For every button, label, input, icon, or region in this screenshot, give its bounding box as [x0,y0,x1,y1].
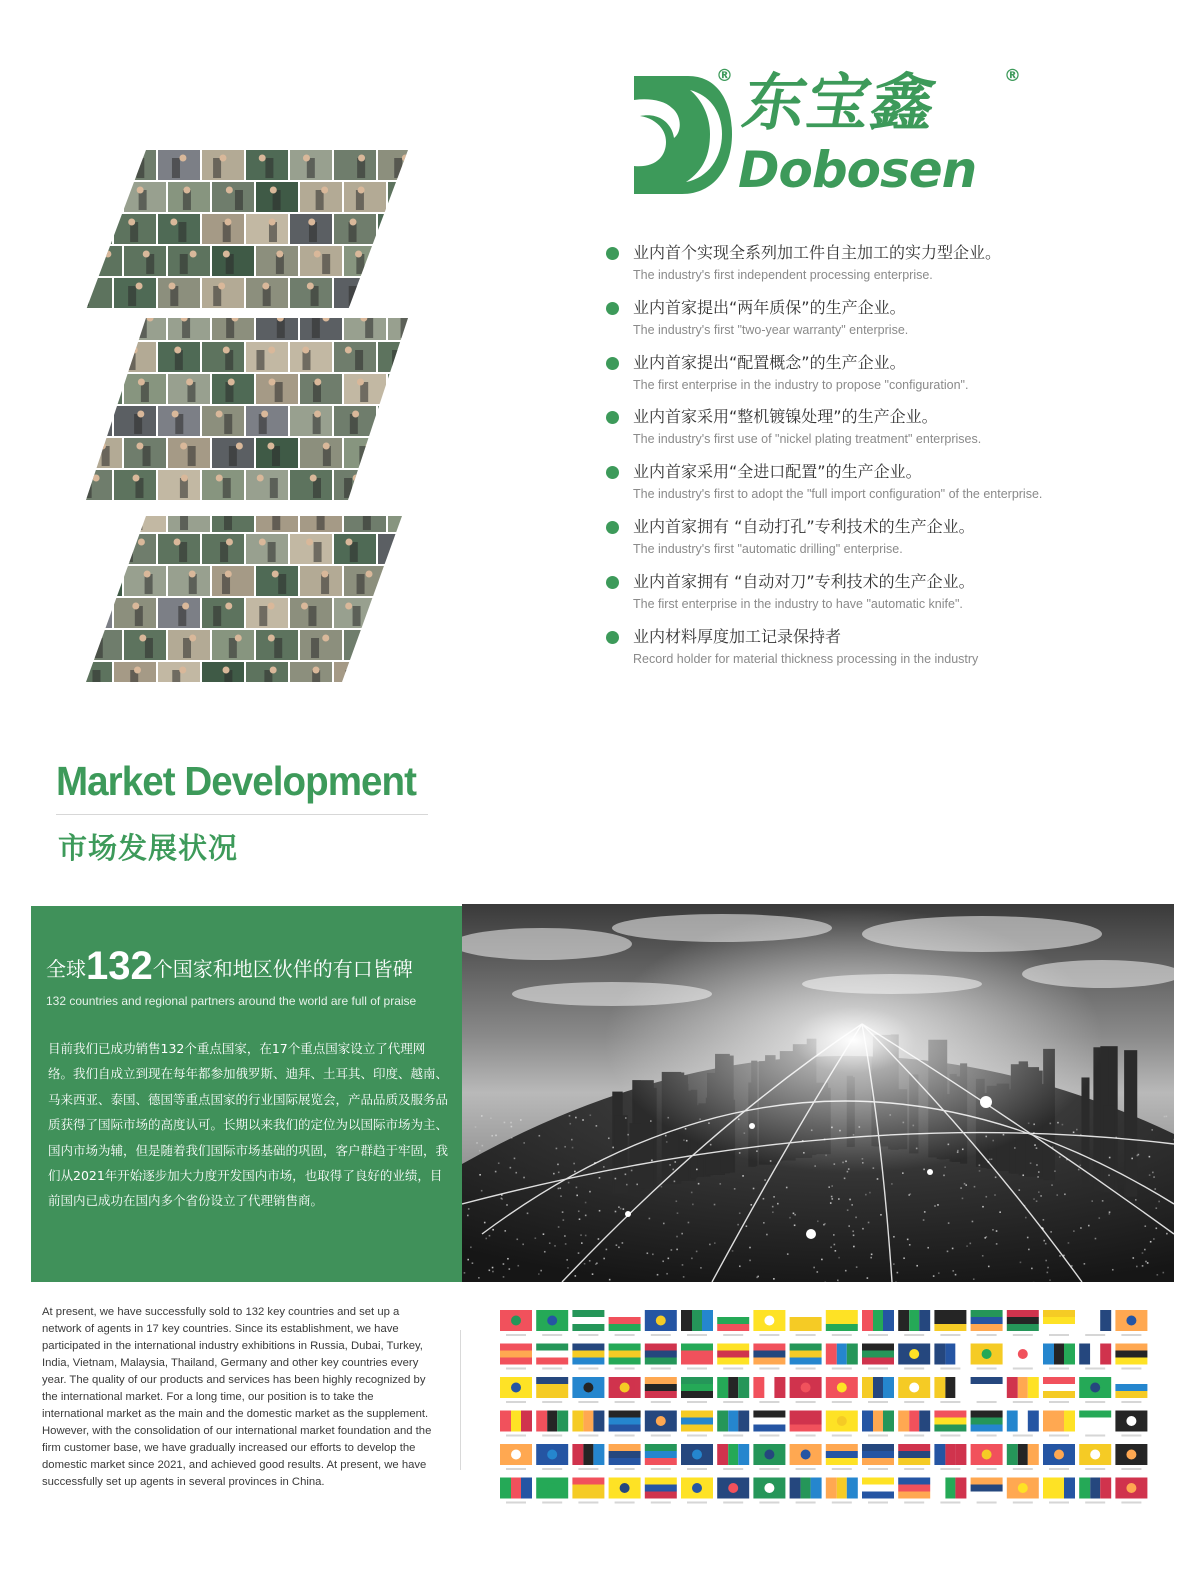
bullet-icon [606,247,619,260]
registered-mark: ® [1004,66,1021,86]
flags-graphic [498,1306,1168,1512]
vertical-divider [460,1330,461,1470]
feature-item [606,514,1076,569]
feature-item [606,459,1076,514]
feature-title-en: The industry's first to adopt the "full import configuration" of the enterprise. [633,487,1043,502]
brand-name-cn: 东宝鑫 [737,66,943,139]
headline-prefix: 全球 [46,957,86,981]
feature-title-cn: 业内首家提出“两年质保”的生产企业。 [633,297,906,317]
feature-item [606,624,1076,679]
city-globe-graphic [462,904,1174,1282]
country-flags-grid [498,1306,1168,1512]
bullet-icon [606,521,619,534]
feature-list [606,240,1076,678]
feature-title-cn: 业内首个实现全系列加工件自主加工的实力型企业。 [633,243,1002,262]
feature-title-en: The industry's first "automatic drilling" enterprise. [633,541,903,556]
panel-body-text: 目前我们已成功销售132个重点国家，在17个重点国家设立了代理网络。我们自成立到现在每年都参加俄罗斯、迪拜、土耳其、印度、越南、马来西亚、泰国、德国等重点国家的行业国际展览会，产品品质及服务品质获得了国际市场的高度认可。长期以来我们的定位为以国际市场为主、国内市场为辅，但是随着我们国际市场基础的巩固，客户群趋于牢固，我们从2021年开始逐步加大力度开发国内市场，也取得了良好的业绩，目前国内已成功在国内多个省份设立了代理销售商。 [48,1041,449,1209]
dobosen-logo [626,66,1036,199]
feature-title-en: The first enterprise in the industry to propose "configuration". [633,377,969,392]
feature-title-en: Record holder for material thickness processing in the industry [633,651,979,666]
english-description: At present, we have successfully sold to 132 key countries and set up a network of agents in 17 key countries. Since its establishment, we have participated in the international industry exhibitions in Russia, Dubai, Turkey, India, Vietnam, Malaysia, Thailand, Germany and other key countries every year. The quality of our products and services has been highly recognized by the international market. For a long time, our position is to take the international market as the main and the domestic market as the supplement. However, with the consolidation of our international market foundation and the firm customer base, we have gradually increased our efforts to develop the domestic market since 2021, and achieved good results. At present, we have successfully set up agents in several provinces in China. [42,1306,432,1488]
feature-item [606,240,1076,295]
feature-title-en: The industry's first use of "nickel plating treatment" enterprises. [633,432,982,447]
exhibition-photo-collage [86,150,408,682]
feature-title-cn: 业内首家采用“整机镀镍处理”的生产企业。 [633,407,938,427]
feature-title-cn: 业内首家拥有 “自动对刀”专利技术的生产企业。 [633,571,975,591]
partners-panel [31,906,464,1282]
feature-title-en: The first enterprise in the industry to have "automatic knife". [633,596,963,611]
panel-subtitle: 132 countries and regional partners around the world are full of praise [46,994,417,1008]
bullet-icon [606,302,619,315]
feature-title-cn: 业内材料厚度加工记录保持者 [633,626,842,646]
logo-mark-icon [626,72,734,196]
feature-title-cn: 业内首家采用“全进口配置”的生产企业。 [633,462,922,482]
collage-graphic [86,150,408,682]
feature-title-cn: 业内首家拥有 “自动打孔”专利技术的生产企业。 [633,516,975,536]
bullet-icon [606,631,619,644]
bullet-icon [606,466,619,479]
bullet-icon [606,576,619,589]
bullet-icon [606,411,619,424]
title-divider [56,814,428,815]
feature-item [606,350,1076,405]
section-subtitle: 市场发展状况 [58,831,239,865]
panel-headline [46,944,413,989]
bullet-icon [606,357,619,370]
headline-suffix: 个国家和地区伙伴的有口皆碑 [152,957,413,981]
feature-title-cn: 业内首家提出“配置概念”的生产企业。 [633,352,906,372]
feature-title-en: The industry's first independent processing enterprise. [633,268,933,282]
city-globe-image [462,904,1174,1282]
registered-mark: ® [716,66,733,86]
section-title: Market Development [56,758,417,804]
feature-title-en: The industry's first "two-year warranty" enterprise. [633,322,909,337]
country-count: 132 [86,944,153,988]
feature-item [606,404,1076,459]
feature-item [606,295,1076,350]
brand-name-en: Dobosen [738,141,977,199]
feature-item [606,569,1076,624]
